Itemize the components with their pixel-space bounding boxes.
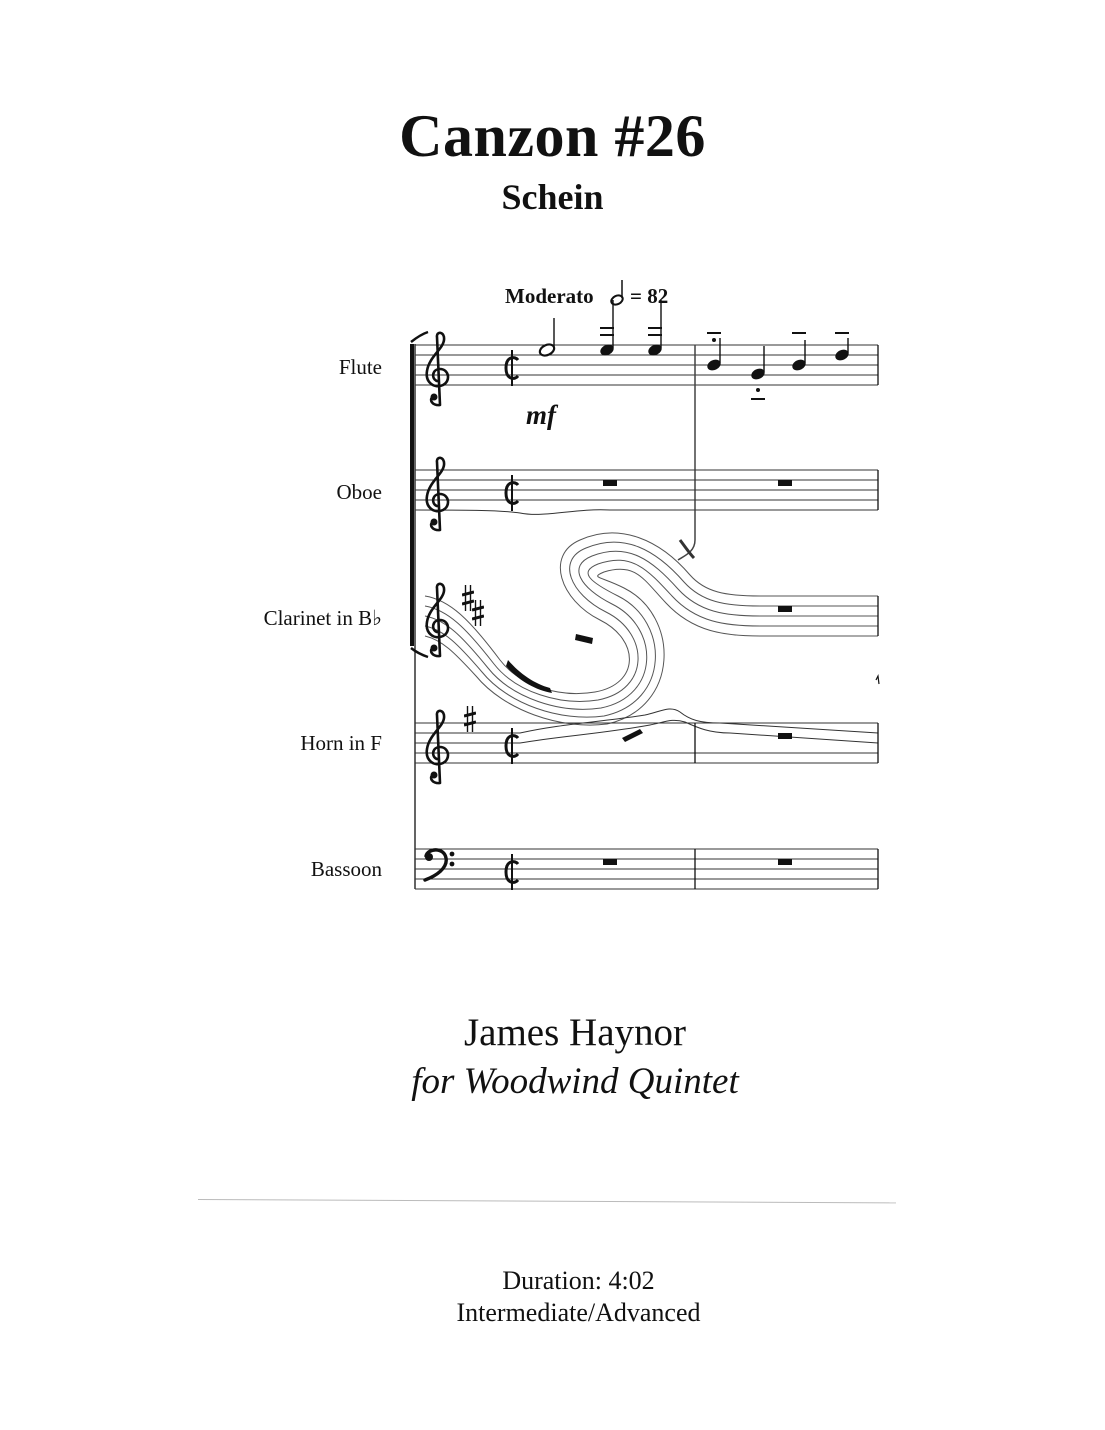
instrument-label-clarinet: Clarinet in B♭ xyxy=(263,606,382,630)
treble-clef-icon xyxy=(427,458,448,530)
whole-rest-icon xyxy=(778,606,792,612)
treble-clef-icon xyxy=(427,711,448,783)
tempo-text: Moderato xyxy=(505,284,594,308)
staff-flute xyxy=(415,300,878,430)
half-note-icon xyxy=(610,280,624,306)
whole-rest-icon xyxy=(778,733,792,739)
composer-name: James Haynor xyxy=(463,1011,687,1054)
sharp-icon xyxy=(464,706,476,732)
sharp-icon xyxy=(462,585,474,611)
instrumentation: for Woodwind Quintet xyxy=(411,1061,739,1102)
page-subtitle: Schein xyxy=(501,177,604,217)
tempo-value: = 82 xyxy=(630,284,669,308)
staff-oboe xyxy=(415,458,878,530)
sharp-icon xyxy=(472,600,484,626)
staff-bassoon xyxy=(415,849,878,890)
barline-measure-1 xyxy=(678,345,695,560)
staff-clarinet xyxy=(425,533,879,725)
duration-text: Duration: 4:02 xyxy=(502,1266,655,1295)
whole-rest-icon xyxy=(622,729,643,742)
whole-rest-icon xyxy=(603,859,617,865)
whole-rest-icon xyxy=(575,634,593,644)
page-title: Canzon #26 xyxy=(399,103,706,169)
whole-rest-icon xyxy=(778,859,792,865)
instrument-label-horn: Horn in F xyxy=(300,731,382,755)
dynamic-marking: mf xyxy=(526,400,556,430)
treble-clef-icon xyxy=(427,333,448,405)
system-bracket xyxy=(411,332,428,889)
instrument-label-flute: Flute xyxy=(338,355,382,379)
smeared-notation xyxy=(506,660,552,693)
divider xyxy=(198,1199,896,1203)
whole-rest-icon xyxy=(603,480,617,486)
staff-horn xyxy=(415,706,878,783)
instrument-label-oboe: Oboe xyxy=(336,480,382,504)
whole-rest-icon xyxy=(778,480,792,486)
instrument-label-bassoon: Bassoon xyxy=(310,857,382,881)
difficulty-level: Intermediate/Advanced xyxy=(456,1298,701,1327)
bass-clef-icon xyxy=(425,850,454,880)
